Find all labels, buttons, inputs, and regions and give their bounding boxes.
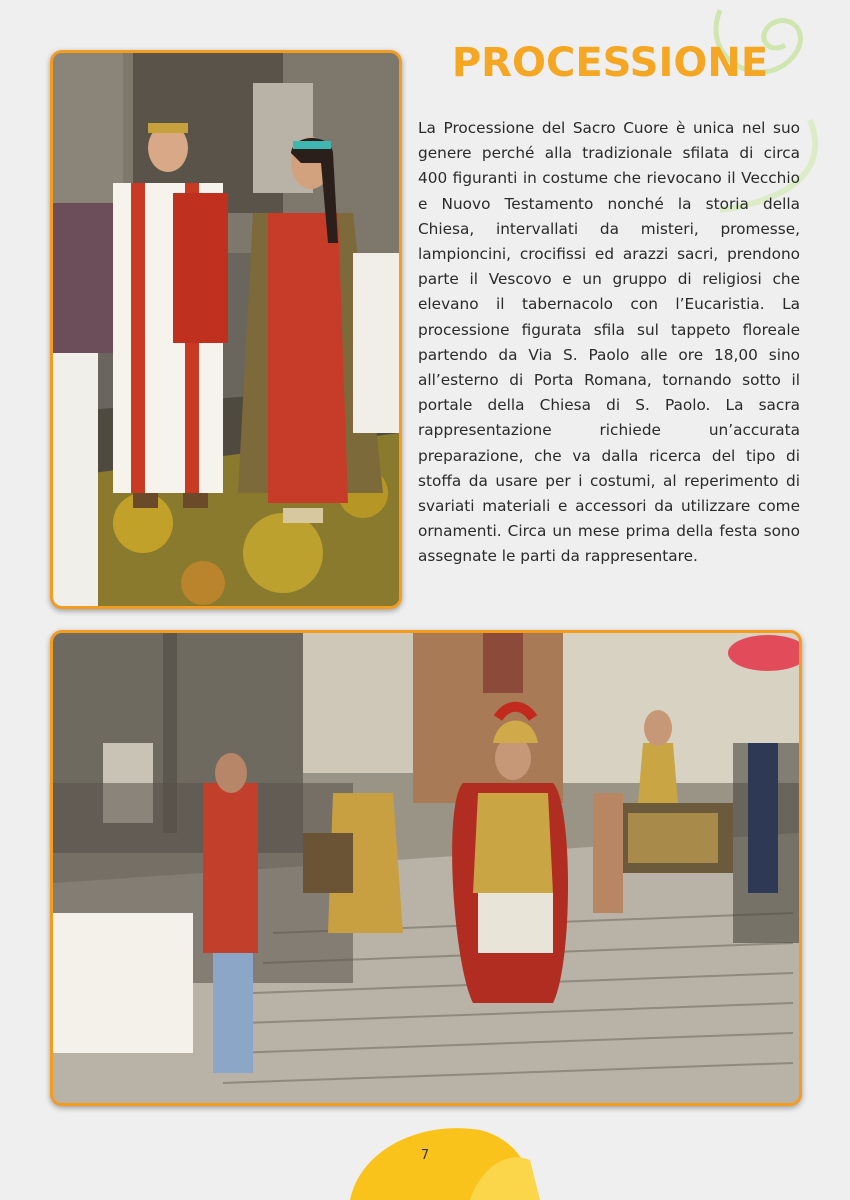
photo-roman-soldiers-procession: [50, 630, 802, 1106]
photo-couple-in-costume: [50, 50, 402, 609]
photo-procession-illustration: [53, 633, 799, 1103]
body-paragraph: La Processione del Sacro Cuore è unica nel suo genere perché alla tradizionale sfilata di circa 400 figuranti in costume che rievocano il Vecchio e Nuovo Testamento nonché la storia della Chiesa, intervallati da misteri, promesse, lampioncini, crocifissi ed arazzi sacri, prendono parte il Vescovo e un gruppo di religiosi che elevano il tabernacolo con l’Eucaristia. La processione figurata sfila sul tappeto floreale partendo da Via S. Paolo alle ore 18,00 sino all’esterno di Porta Romana, tornando sotto il portale della Chiesa di S. Paolo. La sacra rappresentazione richiede un’accurata preparazione, che va dalla ricerca del tipo di stoffa da usare per i costumi, al reperimento di svariati materiali e accessori da utilizzare come ornamenti. Circa un mese prima della festa sono assegnate le parti da rappresentare.: [418, 119, 800, 566]
page-number: 7: [420, 1148, 430, 1163]
photo-couple-illustration: [53, 53, 399, 606]
page-title: PROCESSIONE: [451, 40, 769, 86]
